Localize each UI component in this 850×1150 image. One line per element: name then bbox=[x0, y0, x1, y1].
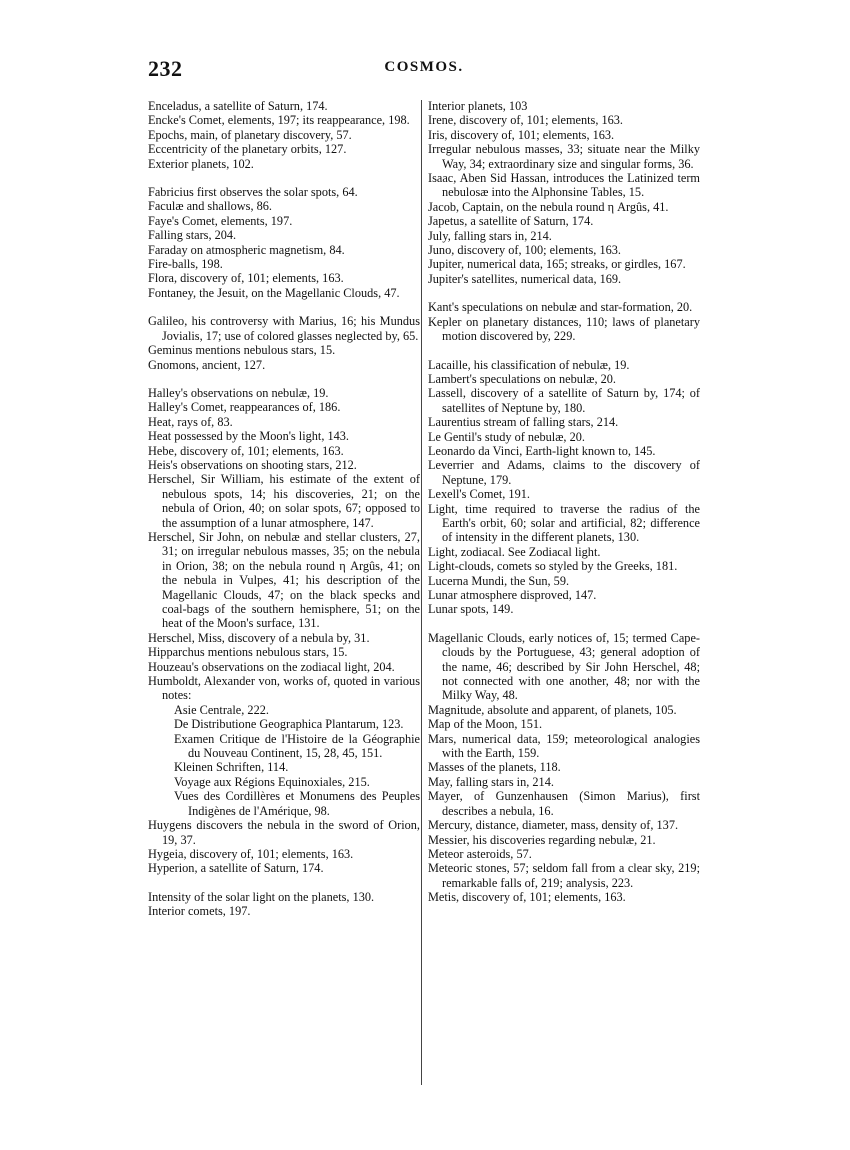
index-entry: Mars, numerical data, 159; meteorological analogies with the Earth, 159. bbox=[428, 731, 700, 761]
index-entry: Hipparchus mentions nebulous stars, 15. bbox=[148, 645, 348, 660]
index-entry: Light, time required to traverse the radius of the Earth's orbit, 60; solar and artificial, 82; difference of intensity in the different planets, 130. bbox=[428, 501, 700, 545]
index-entry: Galileo, his controversy with Marius, 16; his Mundus Jovialis, 17; use of colored glasses neglected by, 65. bbox=[148, 314, 420, 343]
index-entry: Metis, discovery of, 101; elements, 163. bbox=[428, 890, 626, 905]
index-entry: Enceladus, a satellite of Saturn, 174. bbox=[148, 99, 328, 113]
index-entry: Magellanic Clouds, early notices of, 15; termed Cape-clouds by the Portuguese, 43; general adoption of the name, 46; described by Sir John Herschel, 48; not connected with one another, 48; nor with the Milky Way, 48. bbox=[428, 630, 700, 703]
index-entry: Iris, discovery of, 101; elements, 163. bbox=[428, 127, 615, 142]
index-entry: Faculæ and shallows, 86. bbox=[148, 199, 272, 214]
index-entry: Kepler on planetary distances, 110; laws of planetary motion discovered by, 229. bbox=[428, 314, 700, 344]
index-entry: Humboldt, Alexander von, works of, quoted in various notes: bbox=[148, 674, 420, 703]
index-entry: Meteoric stones, 57; seldom fall from a clear sky, 219; remarkable falls of, 219; analysis, 223. bbox=[428, 861, 700, 890]
index-entry: Light, zodiacal. See Zodiacal light. bbox=[428, 544, 601, 559]
index-entry: Faraday on atmospheric magnetism, 84. bbox=[148, 242, 345, 257]
index-entry: Jupiter's satellites, numerical data, 169. bbox=[428, 271, 622, 286]
index-column-left bbox=[148, 99, 420, 919]
index-entry: Interior comets, 197. bbox=[148, 904, 251, 919]
index-entry: Heat, rays of, 83. bbox=[148, 414, 233, 429]
index-entry: Lexell's Comet, 191. bbox=[428, 487, 530, 502]
index-entry: May, falling stars in, 214. bbox=[428, 774, 554, 789]
index-entry: Fabricius first observes the solar spots, 64. bbox=[148, 185, 358, 200]
index-entry: Hygeia, discovery of, 101; elements, 163. bbox=[148, 846, 354, 861]
index-subentry: De Distributione Geographica Plantarum, 123. bbox=[174, 717, 404, 732]
index-entry: Messier, his discoveries regarding nebulæ, 21. bbox=[428, 832, 656, 847]
index-entry: Geminus mentions nebulous stars, 15. bbox=[148, 343, 336, 358]
running-head: COSMOS. bbox=[384, 59, 464, 75]
index-entry: Falling stars, 204. bbox=[148, 228, 237, 243]
index-entry: Japetus, a satellite of Saturn, 174. bbox=[428, 214, 594, 229]
index-entry: Irene, discovery of, 101; elements, 163. bbox=[428, 113, 623, 128]
index-entry: Interior planets, 103 bbox=[428, 99, 528, 113]
index-entry: July, falling stars in, 214. bbox=[428, 228, 552, 243]
index-entry: Halley's Comet, reappearances of, 186. bbox=[148, 400, 341, 415]
index-subentry: Kleinen Schriften, 114. bbox=[174, 760, 289, 775]
index-entry: Lucerna Mundi, the Sun, 59. bbox=[428, 573, 570, 588]
index-column-right bbox=[428, 99, 700, 905]
index-entry: Hebe, discovery of, 101; elements, 163. bbox=[148, 443, 344, 458]
index-entry: Halley's observations on nebulæ, 19. bbox=[148, 385, 329, 400]
index-entry: Laurentius stream of falling stars, 214. bbox=[428, 415, 619, 430]
index-entry: Irregular nebulous masses, 33; situate near the Milky Way, 34; extraordinary size and singular forms, 36. bbox=[428, 142, 700, 171]
index-entry: Flora, discovery of, 101; elements, 163. bbox=[148, 271, 344, 286]
column-divider bbox=[421, 100, 422, 1085]
index-entry: Lassell, discovery of a satellite of Saturn by, 174; of satellites of Neptune by, 180. bbox=[428, 386, 700, 415]
index-entry: Meteor asteroids, 57. bbox=[428, 846, 532, 861]
index-entry: Houzeau's observations on the zodiacal light, 204. bbox=[148, 659, 395, 674]
index-entry: Leonardo da Vinci, Earth-light known to, 145. bbox=[428, 443, 656, 458]
index-entry: Juno, discovery of, 100; elements, 163. bbox=[428, 243, 621, 258]
index-entry: Lunar atmosphere disproved, 147. bbox=[428, 588, 597, 602]
index-entry: Fire-balls, 198. bbox=[148, 257, 223, 272]
index-entry: Herschel, Sir William, his estimate of the extent of nebulous spots, 14; his discoveries, 21; on the nebula of Orion, 40; on solar spots, 67; opposed to the assumption of a lunar atmosphere, 147. bbox=[148, 472, 420, 530]
index-entry: Jacob, Captain, on the nebula round η Argûs, 41. bbox=[428, 199, 669, 214]
index-entry: Mayer, of Gunzenhausen (Simon Marius), first describes a nebula, 16. bbox=[428, 789, 700, 818]
index-entry: Huygens discovers the nebula in the sword of Orion, 19, 37. bbox=[148, 818, 420, 847]
index-entry: Magnitude, absolute and apparent, of planets, 105. bbox=[428, 702, 677, 717]
page-number: 232 bbox=[148, 56, 183, 81]
index-entry: Eccentricity of the planetary orbits, 127. bbox=[148, 142, 347, 157]
index-entry: Encke's Comet, elements, 197; its reappearance, 198. bbox=[148, 113, 410, 128]
index-entry: Epochs, main, of planetary discovery, 57. bbox=[148, 127, 352, 142]
index-subentry: Vues des Cordillères et Monumens des Peuples Indigènes de l'Amérique, 98. bbox=[174, 789, 420, 818]
index-entry: Lambert's speculations on nebulæ, 20. bbox=[428, 371, 617, 386]
index-entry: Heat possessed by the Moon's light, 143. bbox=[148, 429, 350, 444]
index-entry: Exterior planets, 102. bbox=[148, 156, 254, 171]
index-entry: Herschel, Sir John, on nebulæ and stellar clusters, 27, 31; on irregular nebulous masses, 35; on the nebula in Orion, 38; on the nebula round η Argûs, 41; on the nebula in Vulpes, 41; his description of the Magellanic Clouds, 47; on the black specks and coal-bags of the southern hemisphere, 51; on the heat of the Moon's surface, 131. bbox=[148, 529, 420, 631]
index-subentry: Voyage aux Régions Equinoxiales, 215. bbox=[174, 774, 370, 789]
index-entry: Herschel, Miss, discovery of a nebula by, 31. bbox=[148, 630, 370, 645]
index-entry: Isaac, Aben Sid Hassan, introduces the Latinized term nebulosæ into the Alphonsine Tables, 15. bbox=[428, 171, 700, 200]
index-entry: Gnomons, ancient, 127. bbox=[148, 357, 266, 372]
index-entry: Le Gentil's study of nebulæ, 20. bbox=[428, 429, 585, 444]
page-header bbox=[148, 56, 700, 82]
index-entry: Kant's speculations on nebulæ and star-formation, 20. bbox=[428, 300, 693, 315]
index-entry: Leverrier and Adams, claims to the discovery of Neptune, 179. bbox=[428, 458, 700, 487]
index-entry: Mercury, distance, diameter, mass, density of, 137. bbox=[428, 818, 679, 833]
index-subentry: Examen Critique de l'Histoire de la Géographie du Nouveau Continent, 15, 28, 45, 151. bbox=[174, 731, 420, 761]
index-entry: Intensity of the solar light on the planets, 130. bbox=[148, 889, 375, 904]
index-entry: Hyperion, a satellite of Saturn, 174. bbox=[148, 861, 324, 876]
index-entry: Jupiter, numerical data, 165; streaks, or girdles, 167. bbox=[428, 257, 686, 272]
index-subentry: Asie Centrale, 222. bbox=[174, 702, 269, 717]
index-entry: Fontaney, the Jesuit, on the Magellanic Clouds, 47. bbox=[148, 285, 400, 300]
index-entry: Faye's Comet, elements, 197. bbox=[148, 213, 293, 228]
index-entry: Light-clouds, comets so styled by the Greeks, 181. bbox=[428, 559, 678, 574]
index-entry: Masses of the planets, 118. bbox=[428, 760, 561, 775]
index-entry: Heis's observations on shooting stars, 212. bbox=[148, 457, 357, 472]
index-entry: Lacaille, his classification of nebulæ, 19. bbox=[428, 357, 630, 372]
index-entry: Lunar spots, 149. bbox=[428, 602, 514, 617]
index-entry: Map of the Moon, 151. bbox=[428, 717, 543, 732]
